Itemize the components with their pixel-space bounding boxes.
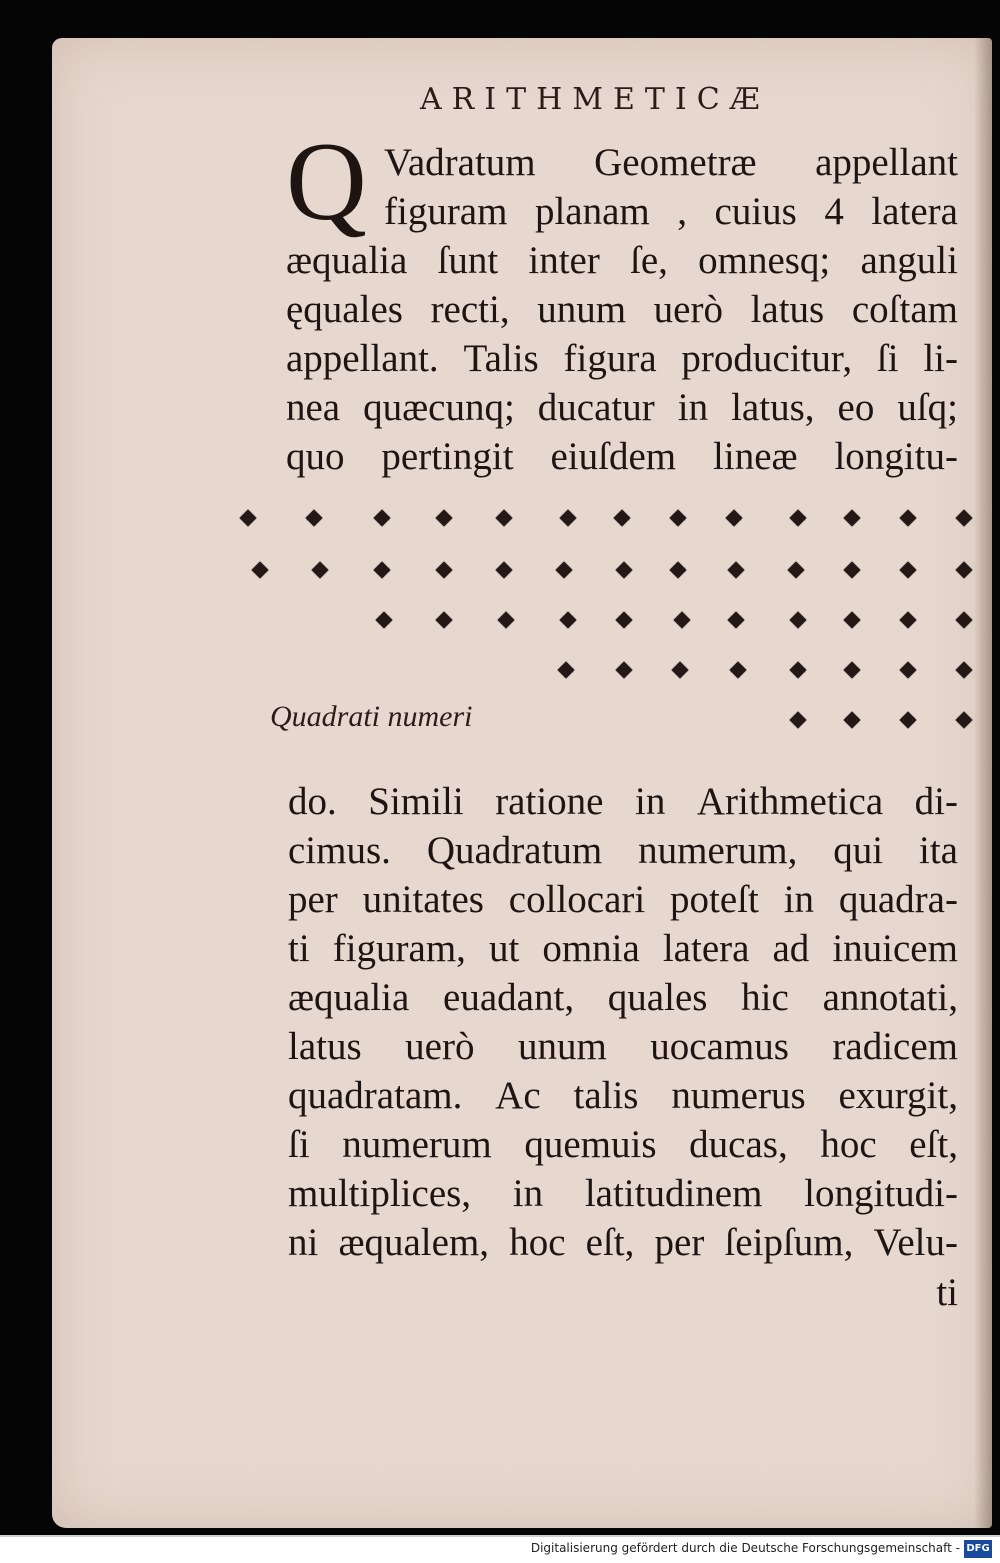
text-line <box>288 875 958 924</box>
word: ad <box>772 927 810 970</box>
footer-bar <box>0 1535 1000 1563</box>
running-head: ARITHMETICÆ <box>420 82 770 117</box>
catchword-line <box>288 1268 958 1317</box>
word: inuicem <box>832 927 958 970</box>
word: cuius <box>714 190 797 233</box>
word: uocamus <box>650 1025 789 1068</box>
word: quemuis <box>524 1123 657 1166</box>
word: quadratam. <box>288 1074 463 1117</box>
word: quadra- <box>838 878 958 921</box>
word: annotati, <box>822 976 958 1019</box>
text-line <box>286 236 958 285</box>
text-line <box>286 334 958 383</box>
word: ti <box>288 927 310 970</box>
word: eo <box>837 386 875 429</box>
text-line <box>288 973 958 1022</box>
figure-caption: Quadrati numeri <box>270 700 473 733</box>
word: unum <box>517 1025 607 1068</box>
word: figuram, <box>332 927 466 970</box>
text-line <box>384 187 958 236</box>
word: Ac <box>495 1074 541 1117</box>
word: latus <box>750 288 825 331</box>
word: ducas, <box>689 1123 788 1166</box>
footer-credit: Digitalisierung gefördert durch die Deutsche Forschungsgemeinschaft - <box>530 1541 960 1555</box>
word: uerò <box>405 1025 475 1068</box>
word: Simili <box>368 780 464 823</box>
word: exurgit, <box>838 1074 958 1117</box>
word: do. <box>288 780 337 823</box>
word: Vadratum <box>384 141 536 184</box>
word: di- <box>914 780 958 823</box>
catchword: ti <box>936 1271 958 1314</box>
word: eſt, <box>909 1123 958 1166</box>
word: lineæ <box>713 435 798 478</box>
word: Geometræ <box>594 141 757 184</box>
text-line <box>288 1169 958 1218</box>
word: Quadratum <box>426 829 603 872</box>
word: inter <box>528 239 600 282</box>
word: 4 <box>824 190 844 233</box>
word: Velu- <box>873 1221 958 1264</box>
word: Talis <box>463 337 539 380</box>
word: eſt, <box>585 1221 635 1264</box>
text-line <box>288 826 958 875</box>
text-line <box>286 285 958 334</box>
word: coſtam <box>851 288 958 331</box>
text-line <box>286 432 958 481</box>
word: Arithmetica <box>696 780 884 823</box>
word: ita <box>919 829 958 872</box>
drop-capital: Q <box>286 120 367 244</box>
word: collocari <box>508 878 646 921</box>
word: quæcunq; <box>363 386 515 429</box>
word: numerus <box>671 1074 806 1117</box>
word: ut <box>488 927 520 970</box>
word: hoc <box>820 1123 877 1166</box>
word: anguli <box>860 239 958 282</box>
word: numerum, <box>638 829 798 872</box>
word: latitudinem <box>584 1172 763 1215</box>
word: æqualia <box>288 976 410 1019</box>
text-line <box>384 138 958 187</box>
word: figura <box>563 337 657 380</box>
word: ſi <box>876 337 899 380</box>
word: talis <box>573 1074 639 1117</box>
word: ratione <box>495 780 604 823</box>
word: in <box>635 780 666 823</box>
text-line <box>288 924 958 973</box>
word: unum <box>537 288 627 331</box>
word: ſi <box>288 1123 310 1166</box>
word: per <box>654 1221 705 1264</box>
word: euadant, <box>443 976 575 1019</box>
word: radicem <box>832 1025 958 1068</box>
word: longitudi- <box>804 1172 958 1215</box>
word: appellant. <box>286 337 439 380</box>
word: in <box>512 1172 544 1215</box>
word: eiuſdem <box>550 435 677 478</box>
word: æqualem, <box>338 1221 490 1264</box>
word: latera <box>871 190 958 233</box>
word: cimus. <box>288 829 391 872</box>
word: multiplices, <box>288 1172 472 1215</box>
text-line <box>288 1120 958 1169</box>
word: hoc <box>509 1221 566 1264</box>
word: li- <box>923 337 958 380</box>
word: in <box>677 386 709 429</box>
text-line <box>288 777 958 826</box>
word: nea <box>286 386 341 429</box>
word: omnia <box>542 927 640 970</box>
word: latus, <box>731 386 815 429</box>
word: ſe, <box>630 239 668 282</box>
word: in <box>783 878 815 921</box>
word: qui <box>833 829 884 872</box>
word: pertingit <box>381 435 514 478</box>
word: numerum <box>342 1123 492 1166</box>
word: per <box>288 878 338 921</box>
word: latus <box>288 1025 362 1068</box>
word: ſeipſum, <box>724 1221 854 1264</box>
word: quo <box>286 435 345 478</box>
word: appellant <box>815 141 958 184</box>
word: recti, <box>430 288 510 331</box>
text-line <box>288 1071 958 1120</box>
word: poteſt <box>670 878 759 921</box>
word: planam <box>534 190 650 233</box>
text-line <box>286 383 958 432</box>
word: uſq; <box>897 386 958 429</box>
word: ęquales <box>286 288 403 331</box>
word: longitu- <box>834 435 958 478</box>
word: quales <box>607 976 708 1019</box>
text-line <box>288 1218 958 1267</box>
word: æqualia <box>286 239 408 282</box>
word: unitates <box>362 878 484 921</box>
word: figuram <box>384 190 508 233</box>
word: ſunt <box>437 239 499 282</box>
word: , <box>677 190 688 233</box>
word: omnesq; <box>698 239 831 282</box>
dfg-logo: DFG <box>964 1540 992 1558</box>
word: ni <box>288 1221 319 1264</box>
word: uerò <box>653 288 723 331</box>
word: ducatur <box>537 386 655 429</box>
word: hic <box>741 976 789 1019</box>
text-line <box>288 1022 958 1071</box>
word: latera <box>662 927 750 970</box>
word: producitur, <box>681 337 853 380</box>
lower-paragraph <box>288 777 958 1267</box>
upper-paragraph <box>286 138 958 481</box>
